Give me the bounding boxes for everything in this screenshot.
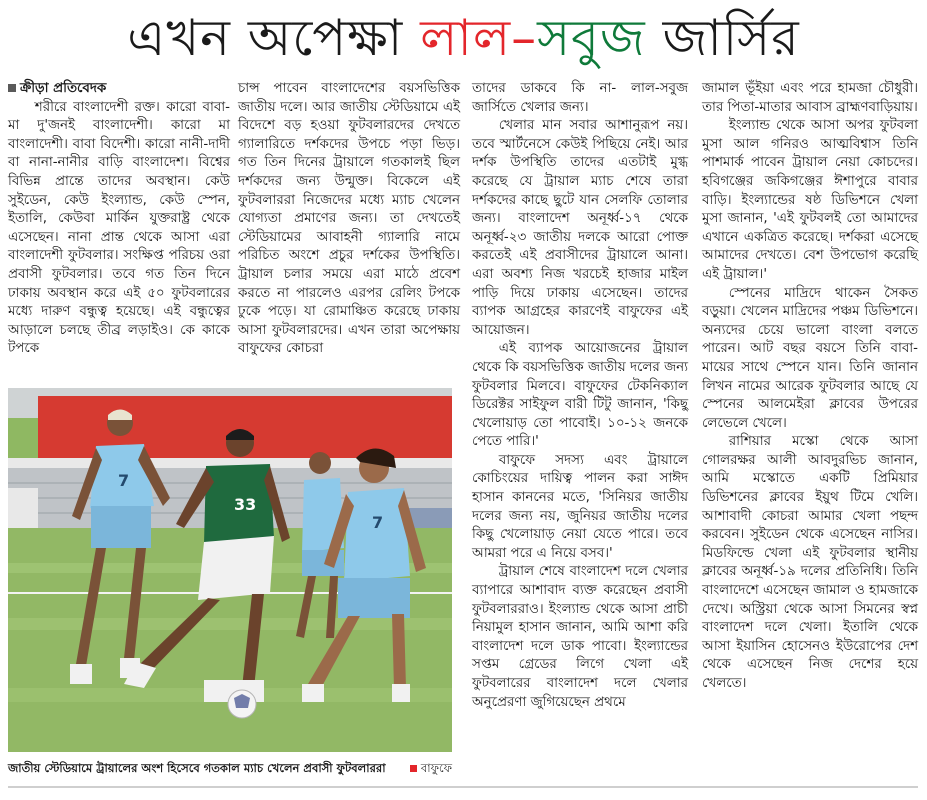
paragraph: চান্স পাবেন বাংলাদেশের বয়সভিত্তিক জাতীয় দলে। আর জাতীয় স্টেডিয়ামে এই বিদেশে বড় হওয়া ফুটবলারদের দেখতে গ্যালারিতে দর্শকদের উপচে পড়া ভিড়। গত তিন দিনের ট্রায়ালে গতকালই ছিল দর্শকদের জন্য উন্মুক্ত। বিকেলে এই ফুটবলাররা নিজেদের মধ্যে ম্যাচ খেলেন যোগ্যতা প্রমাণের জন্য। তা দেখতেই স্টেডিয়ামের আবাহনী গ্যালারি নামে পরিচিত অংশে প্রচুর দর্শকের উপস্থিতি। ট্রায়াল চলার সময়ে এরা মাঠে প্রবেশ করতে না পারলেও এরপর রেলিং টপকে ঢুকে পড়ে। যা রোমাঞ্চিত করেছে ঢাকায় আসা ফুটবলারদের। এখন তারা অপেক্ষায় বাফুফের কোচরা	[238, 81, 460, 357]
paragraph: শরীরে বাংলাদেশী রক্ত। কারো বাবা-মা দু'জনই বাংলাদেশী। কারো মা বাংলাদেশী। বাবা বিদেশী। কারো নানী-দাদী বা নানা-নানীর বাড়ি বাংলাদেশ। বিশ্বের বিভিন্ন প্রান্তে তাদের অবস্থান। কেউ সুইডেন, কেউ ইংল্যান্ড, কেউ স্পেন, ইতালি, কেউবা মার্কিন যুক্তরাষ্ট্র থেকে এসেছেন। নানা প্রান্ত থেকে আসা এরা বাংলাদেশী ফুটবলার। সংক্ষিপ্ত পরিচয় ওরা প্রবাসী ফুটবলার। তবে গত তিন দিনে ঢাকায় অবস্থান করে এই ৫০ ফুটবলারের মধ্যে দারুণ বন্ধুত্ব হয়েছে। এই বন্ধুত্বের আড়ালে চলছে তীব্র লড়াইও। কে কাকে টপকে	[8, 99, 230, 357]
article-column-1	[8, 80, 230, 380]
article-column-4	[702, 80, 918, 770]
paragraph: বাফুফে সদস্য এবং ট্রায়ালে কোচিংয়ের দায়িত্ব পালন করা সাঈদ হাসান কাননের মতে, 'সিনিয়র জাতীয় দলের জন্য নয়, জুনিয়র জাতীয় দলের কিছু খেলোয়াড় নেয়া যেতে পারে। তবে আমরা পরে এ নিয়ে বসব।'	[472, 452, 688, 561]
byline-text: ক্রীড়া প্রতিবেদক	[20, 81, 107, 96]
paragraph: স্পেনের মাদ্রিদে থাকেন সৈকত বড়ুয়া। খেলেন মাদ্রিদের পঞ্চম ডিভিশনে। অন্যদের চেয়ে ভালো বাংলা বলতে পারেন। আট বছর বয়সে তিনি বাবা-মায়ের সাথে স্পেনে যান। তিনি জানান লিখন নামের আরেক ফুটবলার আছে যে স্পেনের আলমেইরা ক্লাবের উপরের লেভেলে খেলে।	[702, 285, 918, 431]
paragraph: ইংল্যান্ড থেকে আসা অপর ফুটবলা মুসা আল গনিরও আত্মবিশ্বাস তিনি পাশমার্ক পাবেন ট্রায়াল নেয়া কোচদের। হবিগঞ্জের জকিগঞ্জের ঈশাপুরে বাবার বাড়ি। ইংল্যান্ডের ষষ্ঠ ডিভিশনে খেলা মুসা জানান, 'এই ফুটবলই তো আমাদের এখানে একত্রিত করেছে। দর্শকরা এসেছে আমাদের দেখতে। বেশ উপভোগ করেছি এই ট্রায়াল।'	[702, 118, 918, 282]
credit-text: বাফুফে	[420, 761, 452, 775]
paragraph: জামাল ভূঁইয়া এবং পরে হামজা চৌধুরী। তার পিতা-মাতার আবাস ব্রাহ্মণবাড়িয়ায়।	[702, 81, 918, 115]
article-column-3	[472, 80, 688, 770]
jersey-number: 7	[118, 471, 130, 490]
headline-green-word: সবুজ	[537, 9, 646, 67]
byline	[8, 80, 230, 99]
jersey-number: 7	[372, 513, 384, 532]
credit-square-icon	[410, 765, 417, 772]
headline-part-1: এখন অপেক্ষা	[127, 9, 421, 67]
byline-square-icon	[8, 84, 16, 92]
article-column-2	[238, 80, 460, 380]
photo-caption	[8, 758, 452, 778]
paragraph: ট্রায়াল শেষে বাংলাদেশ দলে খেলার ব্যাপারে আশাবাদ ব্যক্ত করেছেন প্রবাসী ফুটবলাররাও। ইংল্যান্ড থেকে আসা প্রাচী নিয়ামুল হাসান জানান, আমি আশা করি বাংলাদেশ দলে ডাক পাবো। ইংল্যান্ডের সপ্তম গ্রেডের লিগে খেলা এই ফুটবলারের বাংলাদেশ দলে খেলার অনুপ্রেরণা জুগিয়েছেন প্রথমে	[472, 564, 688, 710]
paragraph: রাশিয়ার মস্কো থেকে আসা গোলরক্ষর আলী আবদুরভিচ জানান, আমি মস্কোতে একটি প্রিমিয়ার ডিভিশনের ক্লাবের ইয়ুথ টিমে খেলি। আশাবাদী কোচরা আমার খেলা পছন্দ করবেন। সুইডেন থেকে এসেছেন নাসির। মিডফিল্ডে খেলা এই ফুটবলার স্থানীয় ক্লাবের অনূর্ধ্ব-১৯ দলের প্রতিনিধি। তিনি বাংলাদেশে এসেছেন জামাল ও হামজাকে দেখে। অস্ট্রিয়া থেকে আসা সিমনের স্বপ্ন বাংলাদেশ দলে খেলা। ইতালি থেকে আসা ইয়াসিন হোসেনও ইউরোপের দেশ থেকে এসেছেন নিজ দেশের হয়ে খেলতে।	[702, 434, 918, 691]
photo-credit	[410, 758, 452, 778]
headline-red-word: লাল	[420, 9, 512, 67]
paragraph: তাদের ডাকবে কি না- লাল-সবুজ জার্সিতে খেলার জন্য।	[472, 81, 688, 115]
headline	[0, 2, 927, 74]
jersey-number: 33	[234, 495, 257, 514]
paragraph: এই ব্যাপক আয়োজনের ট্রায়াল থেকে কি বয়সভিত্তিক জাতীয় দলের জন্য ফুটবলার মিলবে। বাফুফের টেকনিক্যাল ডিরেক্টর সাইফুল বারী টিটু জানান, 'কিছু খেলোয়াড় তো পাবোই। ১০-১২ জনকে পেতে পারি।'	[472, 341, 688, 450]
caption-text: জাতীয় স্টেডিয়ামে ট্রায়ালের অংশ হিসেবে গতকাল ম্যাচ খেলেন প্রবাসী ফুটবলাররা	[8, 761, 386, 775]
match-photo	[8, 388, 452, 752]
headline-dash: –	[511, 9, 538, 67]
bottom-divider	[8, 786, 918, 788]
headline-part-4: জার্সির	[645, 9, 800, 67]
paragraph: খেলার মান সবার আশানুরূপ নয়। তবে স্মার্টনেসে কেউই পিছিয়ে নেই। আর দর্শক উপস্থিতি তাদের এতটাই মুগ্ধ করেছে যে ট্রায়াল ম্যাচ শেষে তারা দর্শকদের কাছে ছুটে যান সেলফি তোলার জন্য। বাংলাদেশ অনূর্ধ্ব-১৭ থেকে অনূর্ধ্ব-২৩ জাতীয় দলকে আরো পোক্ত করতেই এই প্রবাসীদের ট্রায়ালে আনা। এরা অবশ্য নিজ খরচেই হাজার মাইল পাড়ি দিয়ে ঢাকায় এসেছেন। তাদের ব্যাপক আগ্রহের কারণেই বাফুফের এই আয়োজন।	[472, 118, 688, 338]
